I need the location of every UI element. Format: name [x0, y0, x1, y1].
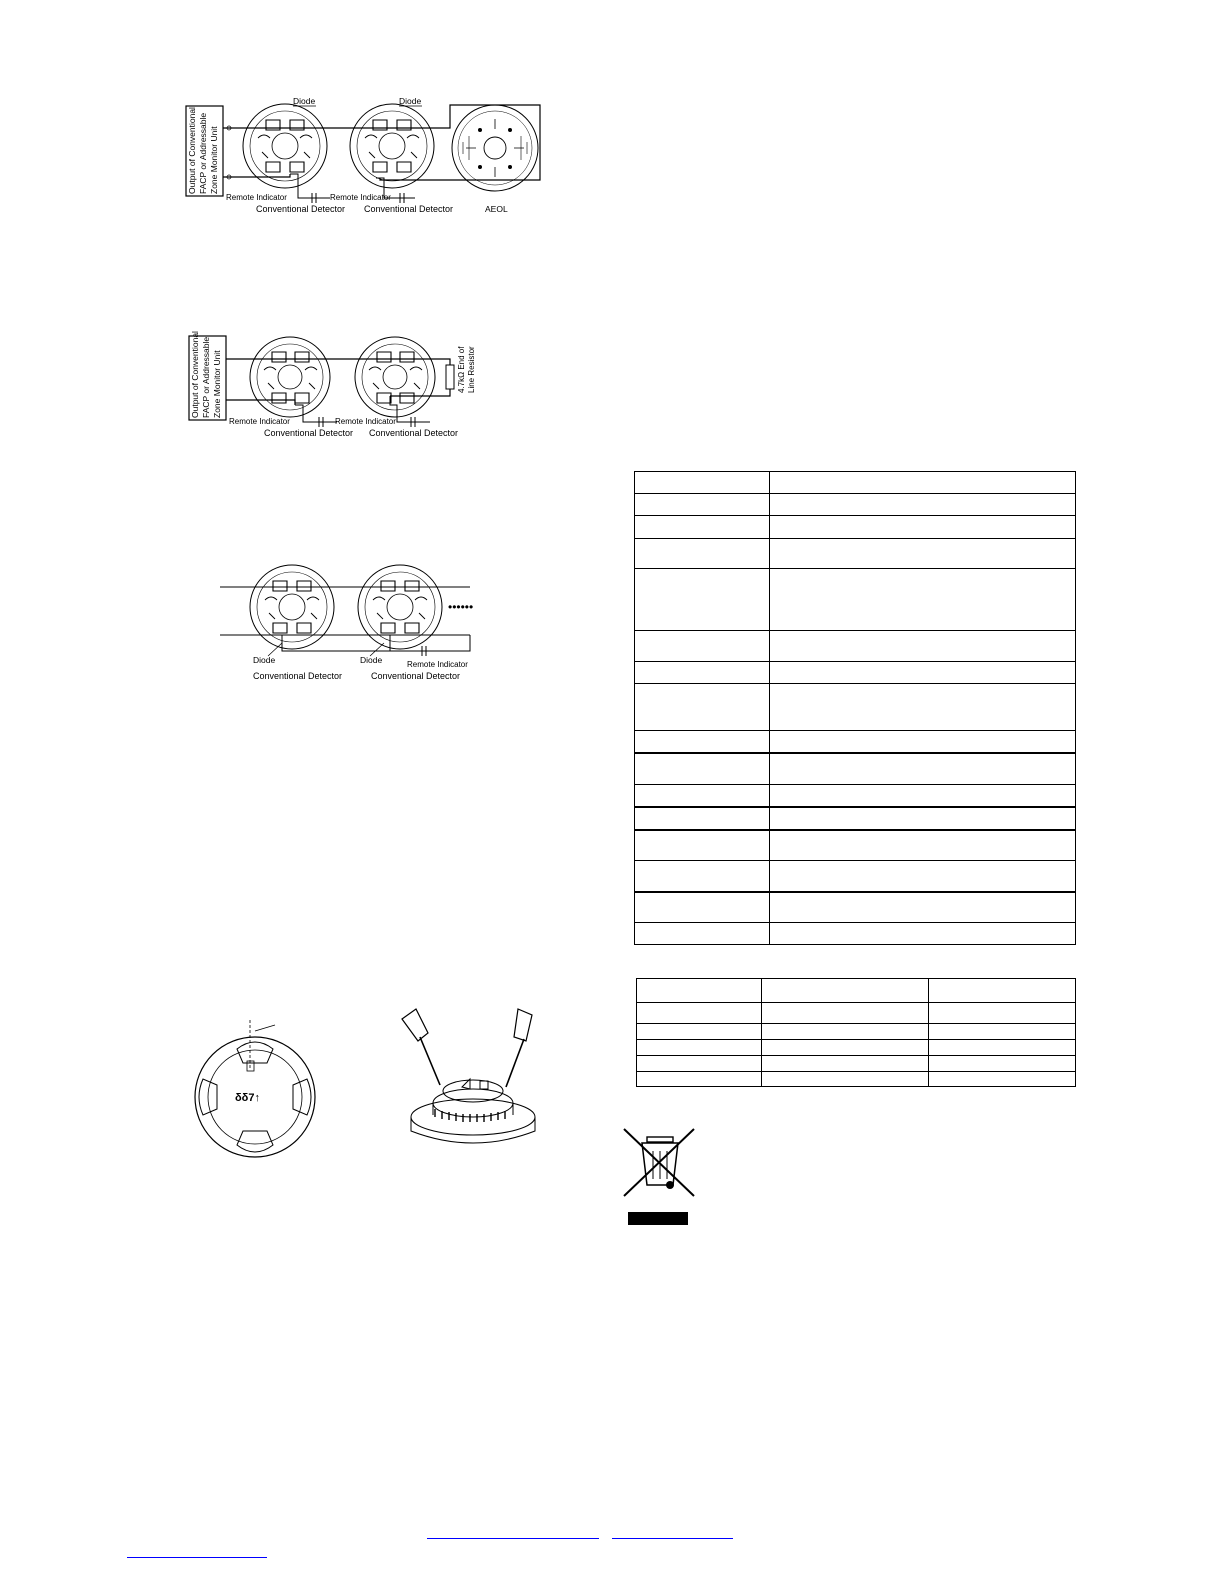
remote-indicator-label: Remote Indicator [330, 193, 391, 202]
resistor-label-line-2: Line Resistor [467, 346, 476, 393]
detector-label: Conventional Detector [364, 204, 454, 214]
diode-label: Diode [253, 655, 276, 665]
wiring-diagram-aeol [180, 90, 560, 220]
detector-base-2 [350, 104, 434, 188]
panel-label-line-1: Output of Conventional [190, 331, 200, 418]
diode-label: Diode [360, 655, 383, 665]
remote-indicator-label: Remote Indicator [335, 417, 396, 426]
screwdriver-icon [506, 1009, 532, 1087]
panel-label-line-2: FACP or Addressable [201, 336, 211, 418]
panel-label-line-3: Zone Monitor Unit [209, 126, 219, 194]
link-underline[interactable] [127, 1557, 267, 1558]
remote-indicator-label: Remote Indicator [229, 417, 290, 426]
detector-base-top-view [185, 1015, 325, 1160]
model-table [636, 978, 1076, 1087]
diode-label: Diode [293, 96, 316, 106]
aeol-module [452, 105, 538, 191]
wiring-diagram-eol-resistor [185, 325, 495, 440]
resistor-label-line-1: 4.7kΩ End of [457, 346, 466, 393]
link-underline[interactable] [427, 1538, 599, 1539]
diode-label: Diode [399, 96, 422, 106]
detector-label: Conventional Detector [264, 428, 354, 438]
weee-black-bar [628, 1212, 688, 1225]
detector-label: Conventional Detector [256, 204, 346, 214]
detector-base-1 [250, 337, 330, 417]
detector-label: Conventional Detector [371, 671, 461, 681]
base-marking: δδ7↑ [235, 1092, 260, 1104]
screwdriver-icon [402, 1009, 440, 1085]
remote-indicator-label: Remote Indicator [226, 193, 287, 202]
specification-table [634, 471, 1076, 945]
screwdriver-removal-illustration [400, 1005, 550, 1160]
link-underline[interactable] [612, 1538, 733, 1539]
wiring-diagram-diode-chain [220, 555, 495, 685]
detector-label: Conventional Detector [253, 671, 343, 681]
crossed-out-wheelie-bin-icon [620, 1125, 700, 1200]
detector-base-1 [250, 565, 334, 649]
detector-base-1 [243, 104, 327, 188]
detector-label: Conventional Detector [369, 428, 459, 438]
panel-label-line-3: Zone Monitor Unit [212, 350, 222, 418]
aeol-label: AEOL [485, 204, 508, 214]
resistor-symbol [446, 365, 454, 389]
panel-label-line-2: FACP or Addressable [198, 112, 208, 194]
panel-label-line-1: Output of Conventional [187, 107, 197, 194]
detector-base-2 [358, 565, 442, 649]
continuation-dots: •••••• [448, 600, 474, 614]
remote-indicator-label: Remote Indicator [407, 660, 468, 669]
